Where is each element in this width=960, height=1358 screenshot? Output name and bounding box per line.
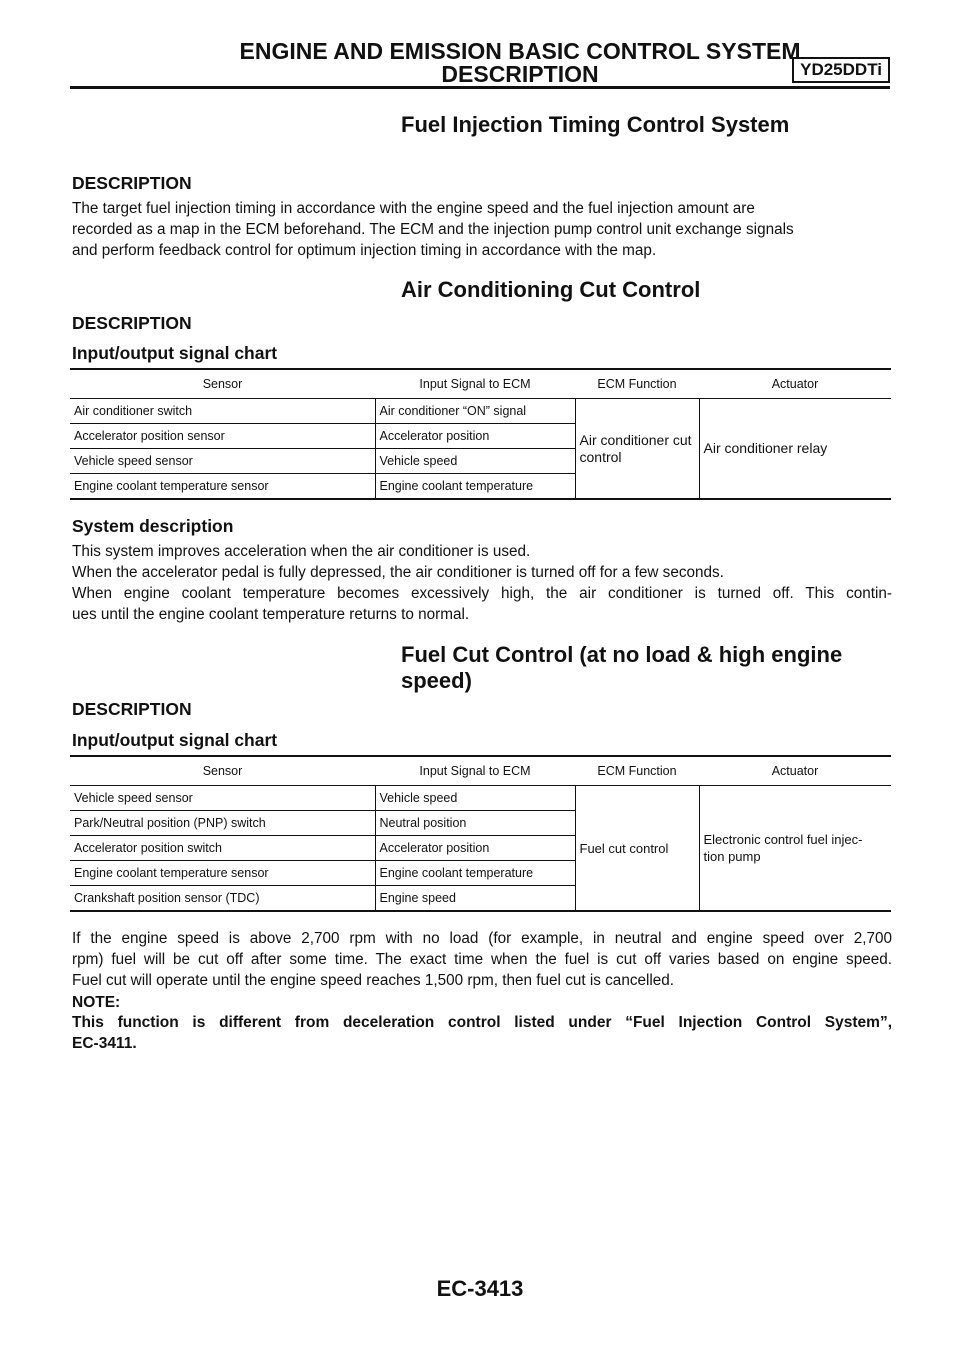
engine-code-badge: YD25DDTi <box>792 57 890 83</box>
page-header <box>70 40 890 89</box>
table-row <box>70 399 891 424</box>
column-header-sensor: Sensor <box>70 756 375 786</box>
header-title <box>210 40 830 86</box>
cell-sensor: Accelerator position sensor <box>70 424 375 449</box>
heading-description-3: DESCRIPTION <box>72 699 192 719</box>
text-line: Fuel cut will operate until the engine speed reaches 1,500 rpm, then fuel cut is cancelled. <box>72 972 675 989</box>
note-text <box>72 1012 892 1054</box>
cell-input-signal: Vehicle speed <box>375 786 575 811</box>
cell-ecm-function <box>575 399 699 500</box>
header-title-line2: DESCRIPTION <box>441 61 599 87</box>
cell-input-signal: Air conditioner “ON” signal <box>375 399 575 424</box>
note-label: NOTE: <box>72 994 121 1011</box>
cell-input-signal: Vehicle speed <box>375 449 575 474</box>
column-header-ecm-function: ECM Function <box>575 756 699 786</box>
section-title-fuel-cut-line1: Fuel Cut Control (at no load & high engine <box>401 642 843 667</box>
cell-sensor: Air conditioner switch <box>70 399 375 424</box>
section-title-ac-cut: Air Conditioning Cut Control <box>401 277 701 302</box>
heading-description-1: DESCRIPTION <box>72 173 192 193</box>
page-number: EC-3413 <box>436 1276 524 1301</box>
text-line: If the engine speed is above 2,700 rpm with no load (for example, in neutral and engine speed over 2,700 <box>72 930 892 947</box>
text-line: rpm) fuel will be cut off after some time. The exact time when the fuel is cut off varies based on engine speed. <box>72 951 892 968</box>
column-header-actuator: Actuator <box>699 756 891 786</box>
cell-actuator: Air conditioner relay <box>699 399 891 500</box>
heading-system-description: System description <box>72 516 234 536</box>
cell-sensor: Vehicle speed sensor <box>70 449 375 474</box>
text-line: and perform feedback control for optimum injection timing in accordance with the map. <box>72 242 657 259</box>
column-header-input-signal: Input Signal to ECM <box>375 369 575 399</box>
cell-sensor: Park/Neutral position (PNP) switch <box>70 811 375 836</box>
text-line: ues until the engine coolant temperature returns to normal. <box>72 606 470 623</box>
ac-cut-signal-table <box>70 368 891 500</box>
ecm-function-line1: Air conditioner cut <box>579 431 692 448</box>
text-line: recorded as a map in the ECM beforehand. The ECM and the injection pump control unit exchange signals <box>72 221 794 238</box>
cell-sensor: Engine coolant temperature sensor <box>70 861 375 886</box>
text-line: When the accelerator pedal is fully depressed, the air conditioner is turned off for a few seconds. <box>72 564 724 581</box>
cell-actuator <box>699 786 891 912</box>
header-title-line1: ENGINE AND EMISSION BASIC CONTROL SYSTEM <box>239 38 801 64</box>
heading-description-2: DESCRIPTION <box>72 313 192 333</box>
cell-input-signal: Accelerator position <box>375 836 575 861</box>
paragraph-fuel-injection-timing <box>72 198 892 261</box>
paragraph-fuel-cut <box>72 928 892 991</box>
text-line: This function is different from deceleration control listed under “Fuel Injection Control System”, <box>72 1014 892 1031</box>
cell-input-signal: Accelerator position <box>375 424 575 449</box>
text-line: When engine coolant temperature becomes excessively high, the air conditioner is turned off. This contin- <box>72 585 892 602</box>
text-line: The target fuel injection timing in accordance with the engine speed and the fuel injection amount are <box>72 200 755 217</box>
cell-input-signal: Engine speed <box>375 886 575 912</box>
paragraph-system-description <box>72 541 892 625</box>
column-header-input-signal: Input Signal to ECM <box>375 756 575 786</box>
cell-input-signal: Engine coolant temperature <box>375 474 575 500</box>
cell-sensor: Engine coolant temperature sensor <box>70 474 375 500</box>
cell-ecm-function: Fuel cut control <box>575 786 699 912</box>
fuel-cut-signal-table <box>70 755 891 912</box>
column-header-actuator: Actuator <box>699 369 891 399</box>
actuator-line2: tion pump <box>703 849 761 864</box>
ecm-function-line2: control <box>579 448 622 465</box>
table-header-row <box>70 756 891 786</box>
section-title-fuel-injection-timing: Fuel Injection Timing Control System <box>401 112 790 137</box>
cell-sensor: Accelerator position switch <box>70 836 375 861</box>
table-row <box>70 786 891 811</box>
cell-sensor: Vehicle speed sensor <box>70 786 375 811</box>
cell-input-signal: Engine coolant temperature <box>375 861 575 886</box>
cell-sensor: Crankshaft position sensor (TDC) <box>70 886 375 912</box>
text-line: This system improves acceleration when the air conditioner is used. <box>72 543 531 560</box>
column-header-sensor: Sensor <box>70 369 375 399</box>
heading-signal-chart-1: Input/output signal chart <box>72 343 278 363</box>
table-header-row <box>70 369 891 399</box>
actuator-line1: Electronic control fuel injec- <box>703 832 863 847</box>
cell-input-signal: Neutral position <box>375 811 575 836</box>
column-header-ecm-function: ECM Function <box>575 369 699 399</box>
section-title-fuel-cut <box>401 642 901 694</box>
heading-signal-chart-2: Input/output signal chart <box>72 730 278 750</box>
text-line: EC-3411. <box>72 1035 137 1052</box>
section-title-fuel-cut-line2: speed) <box>401 668 472 693</box>
